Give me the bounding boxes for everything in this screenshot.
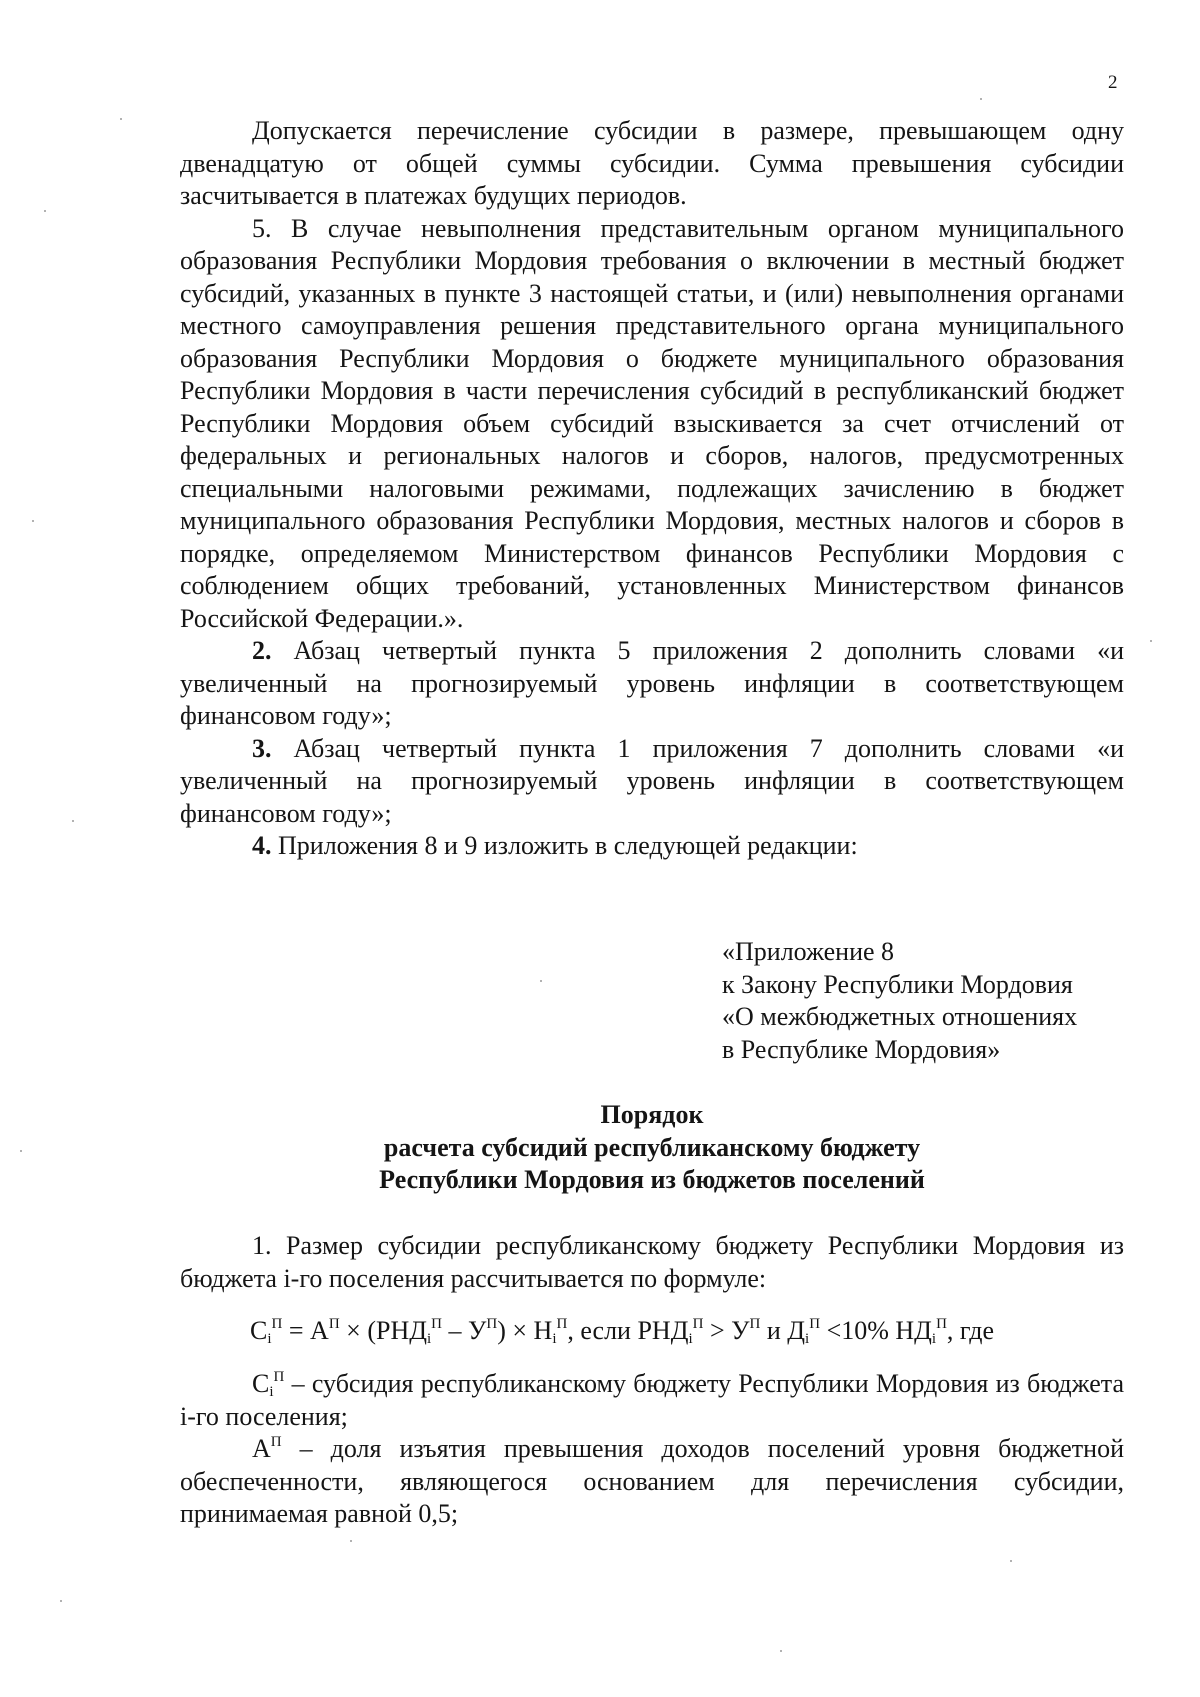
subsidy-formula: $С_i^П = А^П \times (РНД_i^П - У^П) \times Н_i^П$, если $РНД_i^П > У^П$ и $Д_i^П <10\%$ $НД_i^П$, где [250, 1316, 995, 1347]
appendix-header-line: в Республике Мордовия» [722, 1034, 1001, 1064]
scan-speckle [32, 520, 34, 522]
body-text-item-1 [180, 1230, 1124, 1295]
title-line: Порядок [600, 1100, 704, 1129]
paragraph-transfer-excess: Допускается перечисление субсидии в размере, превышающем одну двенадцатую от общей суммы субсидии. Сумма превышения субсидии засчитывается в платежах будущих периодов. [180, 116, 1124, 210]
scan-speckle [72, 820, 74, 822]
paragraph-amendment-3 [180, 733, 1124, 831]
amendment-number: 2. [252, 636, 272, 665]
scan-speckle [60, 1600, 62, 1602]
scan-speckle [20, 1150, 22, 1152]
scan-speckle [350, 1540, 352, 1542]
scan-speckle [540, 980, 542, 982]
scan-speckle [44, 210, 46, 212]
title-line: расчета субсидий республиканскому бюджету [383, 1132, 921, 1162]
body-text-top [180, 115, 1124, 863]
paragraph-amendment-2 [180, 635, 1124, 733]
title-line: Республики Мордовия из бюджетов поселений [379, 1165, 925, 1194]
appendix-header [722, 936, 1077, 1066]
amendment-text: Абзац четвертый пункта 1 приложения 7 дополнить словами «и увеличенный на прогнозируемый уровень инфляции в соответствующем финансовом году»; [180, 733, 1124, 828]
scan-speckle [1010, 1560, 1012, 1562]
amendment-text: Приложения 8 и 9 изложить в следующей редакции: [271, 831, 858, 860]
paragraph-item-5: 5. В случае невыполнения представительным органом муниципального образования Республики Мордовия требования о включении в местный бюджет субсидий, указанных в пункте 3 настоящей статьи, и (или) невыполнения органами местного самоуправления решения представительного органа муниципального образования Республики Мордовия о бюджете муниципального образования Республики Мордовия в части перечисления субсидий в республиканский бюджет Республики Мордовия объем субсидий взыскивается за счет отчислений от федеральных и региональных налогов и сборов, налогов, предусмотренных специальными налоговыми режимами, подлежащих зачислению в бюджет муниципального образования Республики Мордовия, местных налогов и сборов в порядке, определяемом Министерством финансов Республики Мордовия с соблюдением общих требований, установленных Министерством финансов Российской Федерации.». [180, 213, 1124, 633]
scan-speckle [780, 1650, 782, 1652]
paragraph-item-1: 1. Размер субсидии республиканскому бюджету Республики Мордовия из бюджета i-го поселения рассчитывается по формуле: [180, 1231, 1124, 1293]
definition-a: $А^П$ – доля изъятия превышения доходов поселений уровня бюджетной обеспеченности, являющегося основанием для перечисления субсидии, принимаемая равной 0,5; [180, 1434, 1124, 1528]
paragraph-amendment-4 [180, 830, 1124, 863]
document-title [180, 1099, 1124, 1197]
amendment-number: 3. [252, 733, 272, 763]
scan-speckle [120, 118, 122, 120]
scan-speckle [1150, 640, 1152, 642]
appendix-header-line: «О межбюджетных отношениях [722, 1002, 1078, 1031]
body-text-definitions [180, 1368, 1124, 1531]
scan-speckle [980, 98, 982, 100]
appendix-header-line: «Приложение 8 [722, 937, 895, 966]
amendment-text: Абзац четвертый пункта 5 приложения 2 дополнить словами «и увеличенный на прогнозируемый уровень инфляции в соответствующем финансовом году»; [180, 636, 1124, 730]
amendment-number: 4. [252, 831, 272, 860]
appendix-header-line: к Закону Республики Мордовия [722, 969, 1073, 999]
definition-c: $С_i^П$ – субсидия республиканскому бюджету Республики Мордовия из бюджета i-го поселения; [180, 1369, 1124, 1431]
page-number: 2 [1108, 72, 1118, 93]
